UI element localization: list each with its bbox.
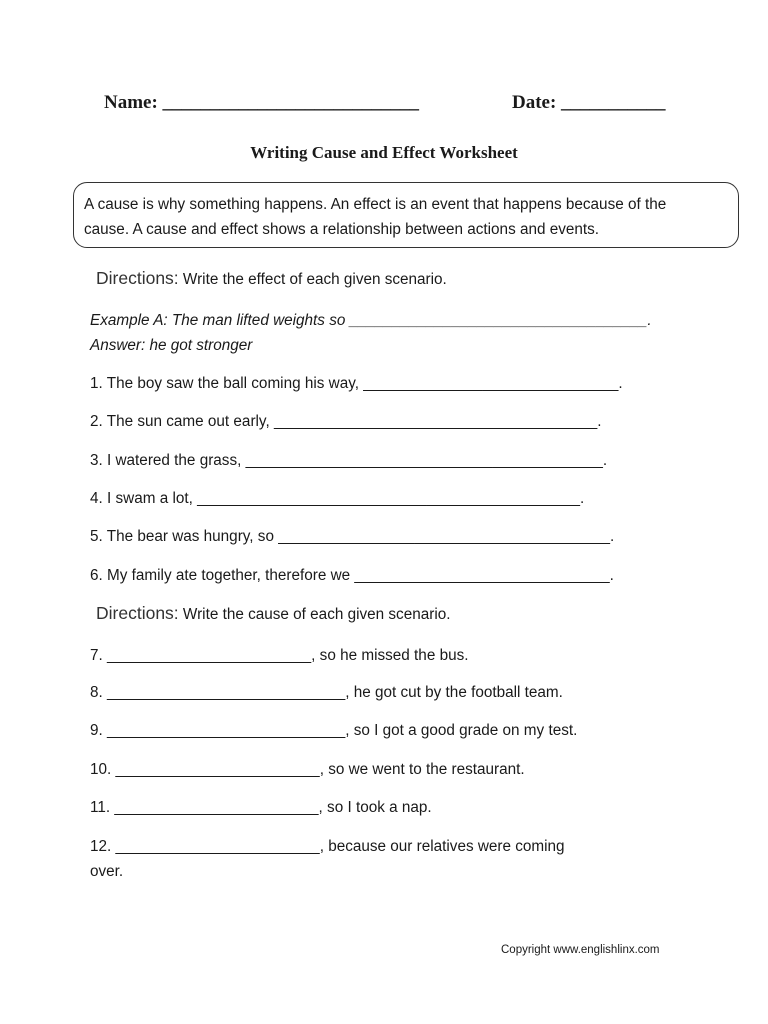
effect-item-1: 1. The boy saw the ball coming his way, ______________________________. [90,375,623,392]
effect-item-2: 2. The sun came out early, ______________________________________. [90,413,602,430]
directions-label: Directions: [96,603,179,623]
effect-item-5: 5. The bear was hungry, so _______________________________________. [90,528,615,545]
cause-item-11: 11. ________________________, so I took a nap. [90,799,432,816]
effect-item-3: 3. I watered the grass, __________________________________________. [90,452,608,469]
cause-item-12-continued: over. [90,863,124,880]
directions-effect [96,268,447,289]
date-field-label: Date: ___________ [512,92,666,113]
name-field-label: Name: ___________________________ [104,92,420,113]
directions-label: Directions: [96,268,179,288]
cause-item-12: 12. ________________________, because our relatives were coming [90,838,565,855]
cause-item-7: 7. ________________________, so he missed the bus. [90,647,469,664]
cause-item-9: 9. ____________________________, so I got a good grade on my test. [90,722,578,739]
effect-item-4: 4. I swam a lot, _____________________________________________. [90,490,585,507]
directions-cause [96,603,450,624]
copyright-notice: Copyright www.englishlinx.com [501,944,660,956]
definition-line-1: A cause is why something happens. An effect is an event that happens because of the [84,196,667,213]
effect-item-6: 6. My family ate together, therefore we ______________________________. [90,567,614,584]
example-answer: Answer: he got stronger [90,337,253,354]
cause-item-8: 8. ____________________________, he got cut by the football team. [90,684,563,701]
cause-item-10: 10. ________________________, so we went to the restaurant. [90,761,525,778]
definition-line-2: cause. A cause and effect shows a relationship between actions and events. [84,221,600,238]
example-prompt: Example A: The man lifted weights so ___________________________________. [90,312,652,329]
directions-text: Write the effect of each given scenario. [182,271,447,288]
directions-text: Write the cause of each given scenario. [182,606,451,623]
worksheet-title: Writing Cause and Effect Worksheet [250,143,518,162]
definition-box [73,182,739,248]
